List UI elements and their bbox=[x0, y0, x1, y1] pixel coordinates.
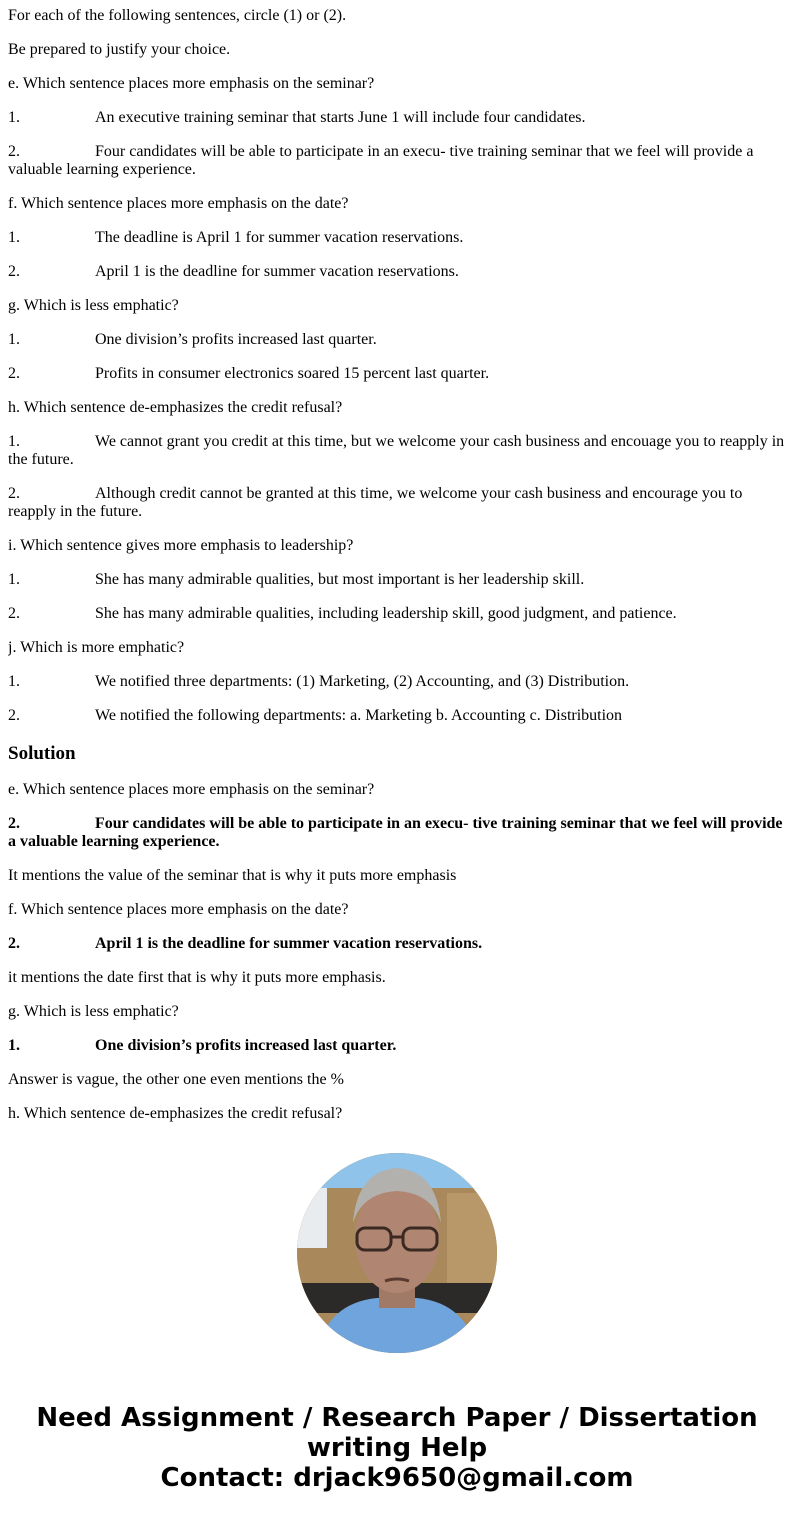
question-label: h. Which sentence de-emphasizes the credit refusal? bbox=[8, 1105, 343, 1122]
intro-text: For each of the following sentences, circle (1) or (2). bbox=[8, 7, 347, 24]
option-text: April 1 is the deadline for summer vacation reservations. bbox=[95, 263, 459, 280]
option-item bbox=[8, 673, 788, 691]
answer-explanation: Answer is vague, the other one even mentions the % bbox=[8, 1071, 344, 1088]
option-text: Four candidates will be able to participate in an execu- tive training seminar that we feel will provide a valuable learning experience. bbox=[8, 143, 754, 178]
question-label: f. Which sentence places more emphasis on the date? bbox=[8, 901, 349, 918]
option-number: 1. bbox=[8, 433, 20, 450]
option-text: The deadline is April 1 for summer vacation reservations. bbox=[95, 229, 464, 246]
option-number: 2. bbox=[8, 707, 20, 724]
option-number: 1. bbox=[8, 673, 20, 690]
option-text: She has many admirable qualities, but most important is her leadership skill. bbox=[95, 571, 585, 588]
option-number: 1. bbox=[8, 229, 20, 246]
option-item bbox=[8, 485, 788, 521]
option-text: An executive training seminar that starts June 1 will include four candidates. bbox=[95, 109, 586, 126]
option-item bbox=[8, 263, 788, 281]
question-label: g. Which is less emphatic? bbox=[8, 1003, 179, 1020]
option-number: 1. bbox=[8, 109, 20, 126]
solution-heading: Solution bbox=[8, 743, 76, 764]
option-number: 2. bbox=[8, 365, 20, 382]
option-item bbox=[8, 109, 788, 127]
question-label: h. Which sentence de-emphasizes the credit refusal? bbox=[8, 399, 343, 416]
answer-text: Four candidates will be able to participate in an execu- tive training seminar that we feel will provide a valuable learning experience. bbox=[8, 815, 783, 850]
option-text: We cannot grant you credit at this time, but we welcome your cash business and encouage you to reapply in the future. bbox=[8, 433, 785, 468]
option-item bbox=[8, 143, 788, 179]
option-number: 2. bbox=[8, 263, 20, 280]
footer-banner bbox=[0, 1403, 794, 1493]
question-label: e. Which sentence places more emphasis on the seminar? bbox=[8, 781, 375, 798]
question-label: f. Which sentence places more emphasis on the date? bbox=[8, 195, 349, 212]
option-item bbox=[8, 229, 788, 247]
option-text: She has many admirable qualities, including leadership skill, good judgment, and patience. bbox=[95, 605, 677, 622]
answer-text: April 1 is the deadline for summer vacation reservations. bbox=[95, 935, 483, 952]
answer-number: 1. bbox=[8, 1037, 20, 1054]
option-item bbox=[8, 365, 788, 383]
option-text: Although credit cannot be granted at this time, we welcome your cash business and encourage you to reapply in the future. bbox=[8, 485, 743, 520]
answer-text: One division’s profits increased last quarter. bbox=[95, 1037, 397, 1054]
footer-help-text: Need Assignment / Research Paper / Dissertation writing Help bbox=[36, 1403, 758, 1463]
option-item bbox=[8, 331, 788, 349]
option-item bbox=[8, 571, 788, 589]
answer-explanation: it mentions the date first that is why it puts more emphasis. bbox=[8, 969, 386, 986]
answer-item bbox=[8, 1037, 788, 1055]
footer-contact-text[interactable]: Contact: drjack9650@gmail.com bbox=[160, 1463, 634, 1493]
answer-item bbox=[8, 815, 788, 851]
answer-number: 2. bbox=[8, 935, 20, 952]
answer-explanation: It mentions the value of the seminar that is why it puts more emphasis bbox=[8, 867, 457, 884]
solutions-list bbox=[8, 781, 788, 1089]
option-text: Profits in consumer electronics soared 15 percent last quarter. bbox=[95, 365, 490, 382]
author-photo bbox=[297, 1153, 497, 1353]
option-number: 2. bbox=[8, 143, 20, 160]
answer-item bbox=[8, 935, 788, 953]
question-label: e. Which sentence places more emphasis on the seminar? bbox=[8, 75, 375, 92]
document-content bbox=[8, 0, 788, 1125]
option-number: 1. bbox=[8, 331, 20, 348]
question-label: i. Which sentence gives more emphasis to leadership? bbox=[8, 537, 354, 554]
option-item bbox=[8, 605, 788, 623]
option-item bbox=[8, 433, 788, 469]
question-label: g. Which is less emphatic? bbox=[8, 297, 179, 314]
answer-number: 2. bbox=[8, 815, 20, 832]
option-text: We notified the following departments: a. Marketing b. Accounting c. Distribution bbox=[95, 707, 623, 724]
option-number: 2. bbox=[8, 605, 20, 622]
question-label: j. Which is more emphatic? bbox=[8, 639, 185, 656]
option-item bbox=[8, 707, 788, 725]
questions-list bbox=[8, 75, 788, 725]
intro-text: Be prepared to justify your choice. bbox=[8, 41, 231, 58]
option-number: 1. bbox=[8, 571, 20, 588]
option-text: We notified three departments: (1) Marketing, (2) Accounting, and (3) Distribution. bbox=[95, 673, 630, 690]
option-text: One division’s profits increased last quarter. bbox=[95, 331, 377, 348]
option-number: 2. bbox=[8, 485, 20, 502]
author-avatar bbox=[297, 1153, 497, 1353]
